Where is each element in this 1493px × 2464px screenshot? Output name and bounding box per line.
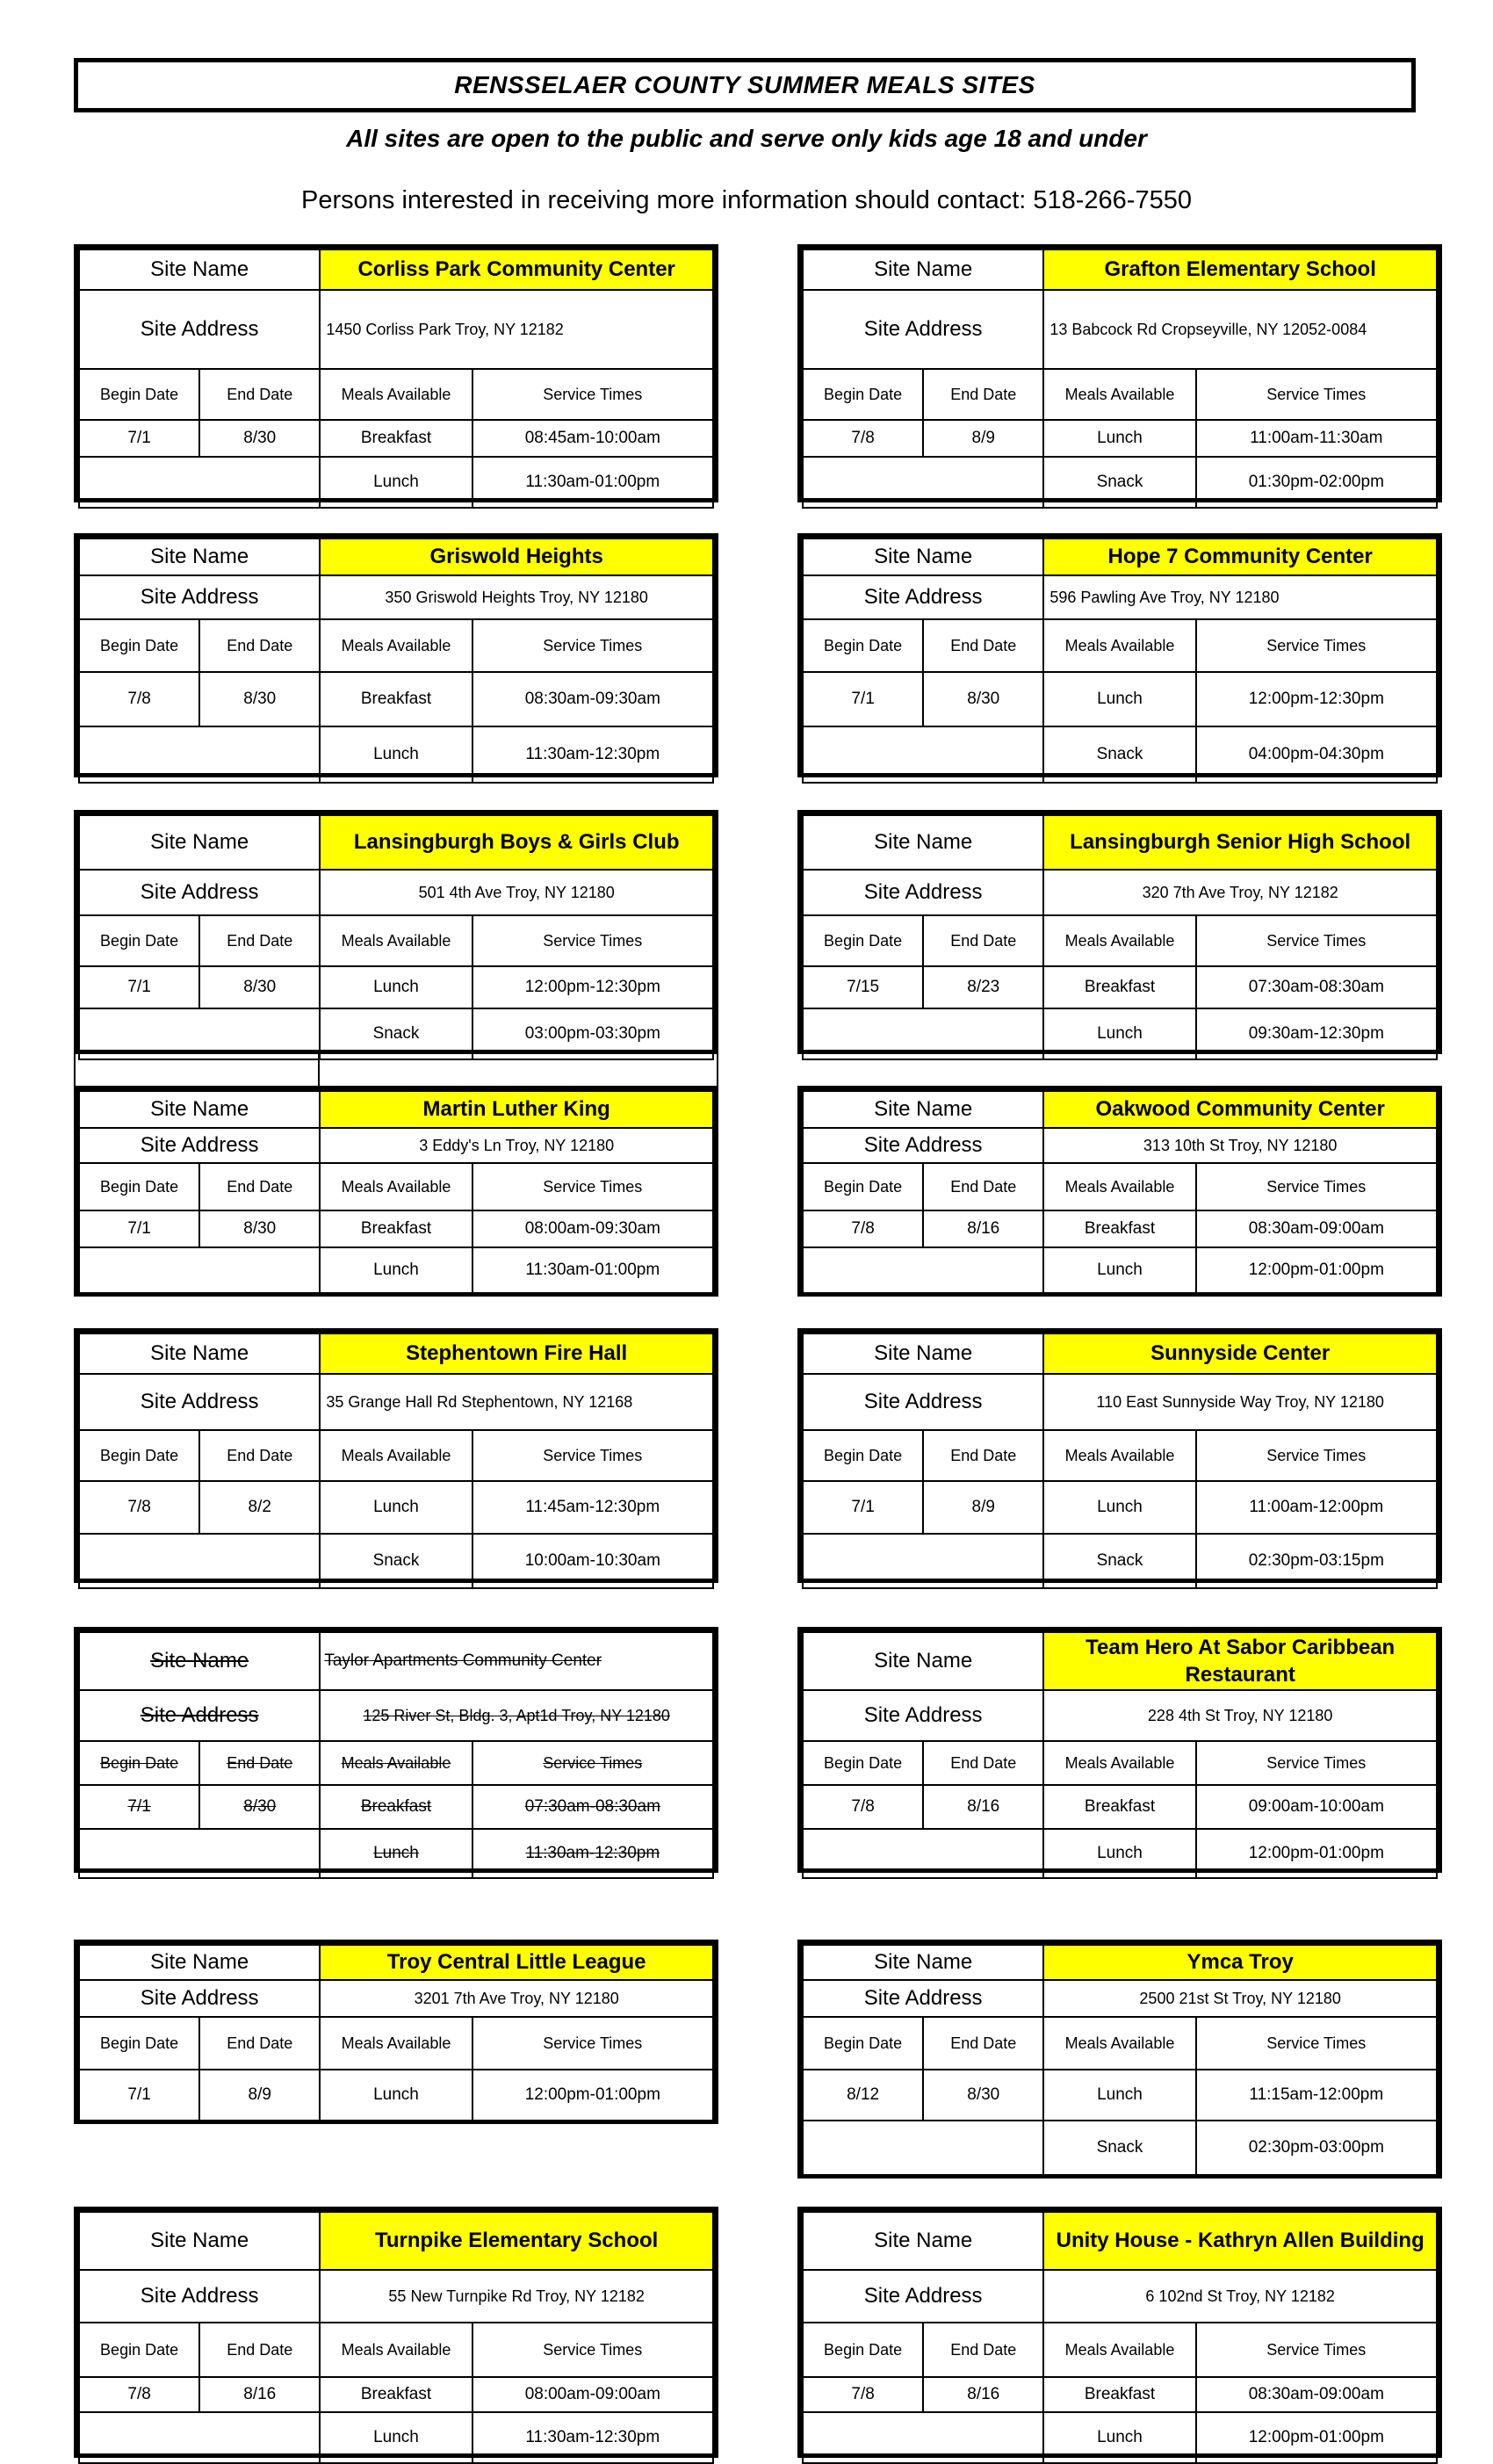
- site-address-value: 110 East Sunnyside Way Troy, NY 12180: [1043, 1374, 1437, 1430]
- blank-date-cell: [79, 726, 320, 783]
- meal-type: Lunch: [320, 2070, 472, 2121]
- service-time: 11:30am-12:30pm: [472, 2412, 713, 2463]
- site-address-value: 596 Pawling Ave Troy, NY 12180: [1043, 575, 1437, 619]
- end-date-header: End Date: [923, 619, 1043, 672]
- site-address-label: Site Address: [79, 575, 320, 619]
- end-date-value: 8/30: [923, 672, 1043, 726]
- blank-date-cell: [79, 1829, 320, 1878]
- end-date-header: End Date: [923, 1430, 1043, 1481]
- begin-date-header: Begin Date: [79, 2017, 199, 2070]
- meal-type: Lunch: [1043, 1247, 1195, 1293]
- meal-type: Breakfast: [320, 420, 472, 457]
- meal-type: Breakfast: [320, 672, 472, 726]
- meal-type: Lunch: [320, 457, 472, 508]
- begin-date-value: 7/15: [803, 966, 923, 1008]
- meals-available-header: Meals Available: [320, 619, 472, 672]
- service-time: 07:30am-08:30am: [472, 1785, 713, 1829]
- end-date-value: 8/9: [923, 420, 1043, 457]
- service-times-header: Service Times: [472, 619, 713, 672]
- meal-type: Breakfast: [320, 1785, 472, 1829]
- end-date-header: End Date: [923, 1741, 1043, 1785]
- site-name-value: Sunnyside Center: [1043, 1333, 1437, 1374]
- service-times-header: Service Times: [472, 369, 713, 420]
- begin-date-value: 7/1: [79, 420, 199, 457]
- site-name-value: Grafton Elementary School: [1043, 249, 1437, 290]
- meal-type: Lunch: [1043, 1008, 1195, 1059]
- service-time: 12:00pm-01:00pm: [1196, 1247, 1437, 1293]
- begin-date-header: Begin Date: [803, 619, 923, 672]
- service-time: 12:00pm-12:30pm: [472, 966, 713, 1008]
- begin-date-value: 7/8: [79, 672, 199, 726]
- blank-date-cell: [79, 2412, 320, 2463]
- site-address-value: 13 Babcock Rd Cropseyville, NY 12052-0084: [1043, 290, 1437, 369]
- site-address-label: Site Address: [803, 1690, 1043, 1741]
- end-date-header: End Date: [923, 369, 1043, 420]
- end-date-value: 8/30: [923, 2070, 1043, 2121]
- site-card: [74, 1940, 718, 2124]
- site-address-label: Site Address: [79, 290, 320, 369]
- site-name-label: Site Name: [79, 1945, 320, 1980]
- meal-type: Lunch: [1043, 420, 1195, 457]
- service-time: 09:30am-12:30pm: [1196, 1008, 1437, 1059]
- begin-date-header: Begin Date: [803, 2017, 923, 2070]
- service-times-header: Service Times: [1196, 369, 1437, 420]
- service-time: 07:30am-08:30am: [1196, 966, 1437, 1008]
- service-time: 08:45am-10:00am: [472, 420, 713, 457]
- site-card: [797, 533, 1442, 777]
- contact-line: Persons interested in receiving more information should contact: 518-266-7550: [301, 186, 1192, 214]
- meal-type: Snack: [1043, 2121, 1195, 2175]
- site-address-value: 6 102nd St Troy, NY 12182: [1043, 2270, 1437, 2323]
- begin-date-header: Begin Date: [79, 915, 199, 966]
- end-date-value: 8/2: [199, 1481, 320, 1534]
- service-times-header: Service Times: [1196, 2323, 1437, 2377]
- begin-date-header: Begin Date: [803, 915, 923, 966]
- end-date-value: 8/16: [923, 2377, 1043, 2412]
- meals-available-header: Meals Available: [320, 1741, 472, 1785]
- site-name-label: Site Name: [803, 249, 1043, 290]
- site-address-value: 1450 Corliss Park Troy, NY 12182: [320, 290, 713, 369]
- meal-type: Lunch: [1043, 672, 1195, 726]
- service-times-header: Service Times: [1196, 2017, 1437, 2070]
- site-card: [797, 2207, 1442, 2458]
- meal-type: Breakfast: [1043, 2377, 1195, 2412]
- site-address-value: 350 Griswold Heights Troy, NY 12180: [320, 575, 713, 619]
- blank-date-cell: [79, 1247, 320, 1293]
- begin-date-value: 7/8: [803, 1785, 923, 1829]
- meals-available-header: Meals Available: [320, 2017, 472, 2070]
- blank-date-cell: [803, 2121, 1043, 2175]
- begin-date-value: 7/1: [79, 966, 199, 1008]
- begin-date-value: 7/1: [803, 1481, 923, 1534]
- meal-type: Lunch: [320, 1481, 472, 1534]
- end-date-header: End Date: [199, 2017, 320, 2070]
- site-name-label: Site Name: [803, 538, 1043, 575]
- meals-available-header: Meals Available: [320, 369, 472, 420]
- meal-type: Snack: [1043, 726, 1195, 783]
- site-address-label: Site Address: [79, 870, 320, 915]
- site-address-value: 313 10th St Troy, NY 12180: [1043, 1128, 1437, 1163]
- meals-available-header: Meals Available: [320, 1163, 472, 1210]
- meals-available-header: Meals Available: [320, 1430, 472, 1481]
- site-address-label: Site Address: [79, 1690, 320, 1741]
- site-card: [74, 1627, 718, 1873]
- site-card: [74, 1328, 718, 1583]
- site-address-value: 228 4th St Troy, NY 12180: [1043, 1690, 1437, 1741]
- service-time: 12:00pm-12:30pm: [1196, 672, 1437, 726]
- service-time: 11:00am-12:00pm: [1196, 1481, 1437, 1534]
- site-address-value: 3 Eddy's Ln Troy, NY 12180: [320, 1128, 713, 1163]
- site-name-label: Site Name: [803, 2212, 1043, 2270]
- service-time: 11:30am-12:30pm: [472, 726, 713, 783]
- meal-type: Lunch: [1043, 1829, 1195, 1878]
- site-address-label: Site Address: [803, 575, 1043, 619]
- blank-date-cell: [803, 1829, 1043, 1878]
- blank-date-cell: [803, 1247, 1043, 1293]
- meal-type: Snack: [320, 1534, 472, 1588]
- site-card: [797, 1328, 1442, 1583]
- site-card: [797, 1086, 1442, 1297]
- site-card: [797, 810, 1442, 1054]
- site-address-label: Site Address: [803, 1374, 1043, 1430]
- site-address-label: Site Address: [79, 1128, 320, 1163]
- meal-type: Lunch: [1043, 2070, 1195, 2121]
- end-date-value: 8/16: [923, 1210, 1043, 1247]
- meals-available-header: Meals Available: [1043, 915, 1195, 966]
- site-name-value: Corliss Park Community Center: [320, 249, 713, 290]
- begin-date-header: Begin Date: [79, 1430, 199, 1481]
- service-time: 12:00pm-01:00pm: [472, 2070, 713, 2121]
- end-date-header: End Date: [923, 2323, 1043, 2377]
- begin-date-header: Begin Date: [79, 369, 199, 420]
- site-name-value: Team Hero At Sabor Caribbean Restaurant: [1043, 1632, 1437, 1690]
- service-times-header: Service Times: [1196, 619, 1437, 672]
- begin-date-value: 7/1: [803, 672, 923, 726]
- begin-date-value: 7/8: [79, 1481, 199, 1534]
- blank-date-cell: [79, 457, 320, 508]
- site-address-label: Site Address: [803, 2270, 1043, 2323]
- service-time: 03:00pm-03:30pm: [472, 1008, 713, 1059]
- meals-available-header: Meals Available: [1043, 1741, 1195, 1785]
- site-name-label: Site Name: [803, 1091, 1043, 1128]
- meal-type: Lunch: [1043, 1481, 1195, 1534]
- begin-date-header: Begin Date: [803, 2323, 923, 2377]
- site-card: [797, 244, 1442, 502]
- blank-date-cell: [803, 1534, 1043, 1588]
- site-name-value: Stephentown Fire Hall: [320, 1333, 713, 1374]
- begin-date-value: 7/1: [79, 1785, 199, 1829]
- meal-type: Snack: [320, 1008, 472, 1059]
- meals-available-header: Meals Available: [320, 915, 472, 966]
- site-card: [74, 533, 718, 777]
- meal-type: Lunch: [320, 1829, 472, 1878]
- service-time: 02:30pm-03:00pm: [1196, 2121, 1437, 2175]
- blank-date-cell: [803, 2412, 1043, 2463]
- service-time: 12:00pm-01:00pm: [1196, 1829, 1437, 1878]
- site-name-value: Turnpike Elementary School: [320, 2212, 713, 2270]
- begin-date-header: Begin Date: [79, 1741, 199, 1785]
- begin-date-header: Begin Date: [803, 1741, 923, 1785]
- service-times-header: Service Times: [472, 1430, 713, 1481]
- end-date-header: End Date: [199, 915, 320, 966]
- service-times-header: Service Times: [1196, 1430, 1437, 1481]
- end-date-header: End Date: [199, 1741, 320, 1785]
- begin-date-header: Begin Date: [803, 369, 923, 420]
- service-times-header: Service Times: [472, 1163, 713, 1210]
- site-card: [797, 1940, 1442, 2179]
- site-name-value: Unity House - Kathryn Allen Building: [1043, 2212, 1437, 2270]
- site-name-label: Site Name: [79, 249, 320, 290]
- service-time: 04:00pm-04:30pm: [1196, 726, 1437, 783]
- service-time: 08:00am-09:00am: [472, 2377, 713, 2412]
- site-name-label: Site Name: [803, 815, 1043, 870]
- meals-available-header: Meals Available: [1043, 619, 1195, 672]
- site-card: [74, 1086, 718, 1297]
- meal-type: Lunch: [320, 1247, 472, 1293]
- meal-type: Snack: [1043, 457, 1195, 508]
- begin-date-value: 7/8: [803, 1210, 923, 1247]
- service-time: 11:30am-12:30pm: [472, 1829, 713, 1878]
- site-name-label: Site Name: [79, 1632, 320, 1690]
- end-date-header: End Date: [923, 2017, 1043, 2070]
- site-name-value: Taylor Apartments Community Center: [320, 1632, 713, 1690]
- site-name-label: Site Name: [79, 815, 320, 870]
- service-time: 11:00am-11:30am: [1196, 420, 1437, 457]
- site-name-value: Hope 7 Community Center: [1043, 538, 1437, 575]
- service-time: 08:00am-09:30am: [472, 1210, 713, 1247]
- end-date-value: 8/30: [199, 1785, 320, 1829]
- site-name-label: Site Name: [803, 1333, 1043, 1374]
- service-time: 12:00pm-01:00pm: [1196, 2412, 1437, 2463]
- site-address-label: Site Address: [803, 1980, 1043, 2017]
- service-times-header: Service Times: [1196, 1163, 1437, 1210]
- service-times-header: Service Times: [472, 1741, 713, 1785]
- meal-type: Lunch: [320, 2412, 472, 2463]
- end-date-header: End Date: [199, 369, 320, 420]
- service-time: 01:30pm-02:00pm: [1196, 457, 1437, 508]
- site-address-value: 501 4th Ave Troy, NY 12180: [320, 870, 713, 915]
- end-date-header: End Date: [199, 1163, 320, 1210]
- site-address-value: 55 New Turnpike Rd Troy, NY 12182: [320, 2270, 713, 2323]
- meal-type: Breakfast: [1043, 966, 1195, 1008]
- meals-available-header: Meals Available: [320, 2323, 472, 2377]
- meal-type: Breakfast: [320, 2377, 472, 2412]
- service-time: 11:30am-01:00pm: [472, 1247, 713, 1293]
- meal-type: Snack: [1043, 1534, 1195, 1588]
- service-times-header: Service Times: [472, 2323, 713, 2377]
- site-name-label: Site Name: [79, 1091, 320, 1128]
- meal-type: Breakfast: [1043, 1210, 1195, 1247]
- site-name-value: Griswold Heights: [320, 538, 713, 575]
- site-name-value: Martin Luther King: [320, 1091, 713, 1128]
- begin-date-header: Begin Date: [79, 619, 199, 672]
- service-time: 02:30pm-03:15pm: [1196, 1534, 1437, 1588]
- service-time: 11:45am-12:30pm: [472, 1481, 713, 1534]
- service-time: 11:15am-12:00pm: [1196, 2070, 1437, 2121]
- site-name-label: Site Name: [803, 1632, 1043, 1690]
- service-time: 09:00am-10:00am: [1196, 1785, 1437, 1829]
- site-name-label: Site Name: [79, 538, 320, 575]
- site-address-label: Site Address: [803, 290, 1043, 369]
- end-date-value: 8/16: [199, 2377, 320, 2412]
- site-name-value: Lansingburgh Senior High School: [1043, 815, 1437, 870]
- site-address-value: 35 Grange Hall Rd Stephentown, NY 12168: [320, 1374, 713, 1430]
- end-date-value: 8/30: [199, 420, 320, 457]
- blank-date-cell: [803, 726, 1043, 783]
- end-date-header: End Date: [199, 619, 320, 672]
- begin-date-header: Begin Date: [79, 1163, 199, 1210]
- site-address-value: 2500 21st St Troy, NY 12180: [1043, 1980, 1437, 2017]
- service-times-header: Service Times: [472, 2017, 713, 2070]
- service-time: 08:30am-09:00am: [1196, 1210, 1437, 1247]
- site-address-label: Site Address: [79, 2270, 320, 2323]
- end-date-header: End Date: [199, 1430, 320, 1481]
- end-date-value: 8/16: [923, 1785, 1043, 1829]
- site-address-label: Site Address: [803, 870, 1043, 915]
- service-times-header: Service Times: [1196, 915, 1437, 966]
- begin-date-value: 7/1: [79, 2070, 199, 2121]
- meals-available-header: Meals Available: [1043, 1163, 1195, 1210]
- begin-date-value: 7/8: [803, 2377, 923, 2412]
- begin-date-header: Begin Date: [803, 1163, 923, 1210]
- site-name-value: Troy Central Little League: [320, 1945, 713, 1980]
- service-times-header: Service Times: [1196, 1741, 1437, 1785]
- end-date-value: 8/9: [199, 2070, 320, 2121]
- site-name-value: Lansingburgh Boys & Girls Club: [320, 815, 713, 870]
- end-date-value: 8/9: [923, 1481, 1043, 1534]
- end-date-value: 8/30: [199, 966, 320, 1008]
- site-name-value: Oakwood Community Center: [1043, 1091, 1437, 1128]
- end-date-header: End Date: [923, 915, 1043, 966]
- site-address-label: Site Address: [79, 1980, 320, 2017]
- begin-date-header: Begin Date: [803, 1430, 923, 1481]
- service-time: 10:00am-10:30am: [472, 1534, 713, 1588]
- service-time: 08:30am-09:00am: [1196, 2377, 1437, 2412]
- end-date-header: End Date: [199, 2323, 320, 2377]
- begin-date-value: 8/12: [803, 2070, 923, 2121]
- site-address-value: 3201 7th Ave Troy, NY 12180: [320, 1980, 713, 2017]
- blank-date-cell: [803, 457, 1043, 508]
- site-name-label: Site Name: [79, 2212, 320, 2270]
- meals-available-header: Meals Available: [1043, 369, 1195, 420]
- site-address-label: Site Address: [79, 1374, 320, 1430]
- document-subtitle: All sites are open to the public and serve only kids age 18 and under: [346, 125, 1147, 152]
- service-time: 11:30am-01:00pm: [472, 457, 713, 508]
- blank-date-cell: [79, 1008, 320, 1059]
- site-address-label: Site Address: [803, 1128, 1043, 1163]
- site-card: [74, 244, 718, 502]
- end-date-header: End Date: [923, 1163, 1043, 1210]
- meals-available-header: Meals Available: [1043, 2323, 1195, 2377]
- meal-type: Lunch: [320, 966, 472, 1008]
- end-date-value: 8/23: [923, 966, 1043, 1008]
- site-address-value: 320 7th Ave Troy, NY 12182: [1043, 870, 1437, 915]
- meal-type: Lunch: [320, 726, 472, 783]
- site-card: [74, 810, 718, 1054]
- begin-date-header: Begin Date: [79, 2323, 199, 2377]
- end-date-value: 8/30: [199, 1210, 320, 1247]
- site-card: [797, 1627, 1442, 1873]
- blank-date-cell: [803, 1008, 1043, 1059]
- meal-type: Lunch: [1043, 2412, 1195, 2463]
- blank-date-cell: [79, 1534, 320, 1588]
- site-name-label: Site Name: [803, 1945, 1043, 1980]
- end-date-value: 8/30: [199, 672, 320, 726]
- document-title: RENSSELAER COUNTY SUMMER MEALS SITES: [74, 58, 1416, 112]
- meals-available-header: Meals Available: [1043, 2017, 1195, 2070]
- begin-date-value: 7/8: [803, 420, 923, 457]
- meal-type: Breakfast: [1043, 1785, 1195, 1829]
- site-name-label: Site Name: [79, 1333, 320, 1374]
- site-address-value: 125 River St, Bldg. 3, Apt1d Troy, NY 12180: [320, 1690, 713, 1741]
- meals-available-header: Meals Available: [1043, 1430, 1195, 1481]
- site-name-value: Ymca Troy: [1043, 1945, 1437, 1980]
- begin-date-value: 7/8: [79, 2377, 199, 2412]
- begin-date-value: 7/1: [79, 1210, 199, 1247]
- service-times-header: Service Times: [472, 915, 713, 966]
- meal-type: Breakfast: [320, 1210, 472, 1247]
- site-card: [74, 2207, 718, 2458]
- service-time: 08:30am-09:30am: [472, 672, 713, 726]
